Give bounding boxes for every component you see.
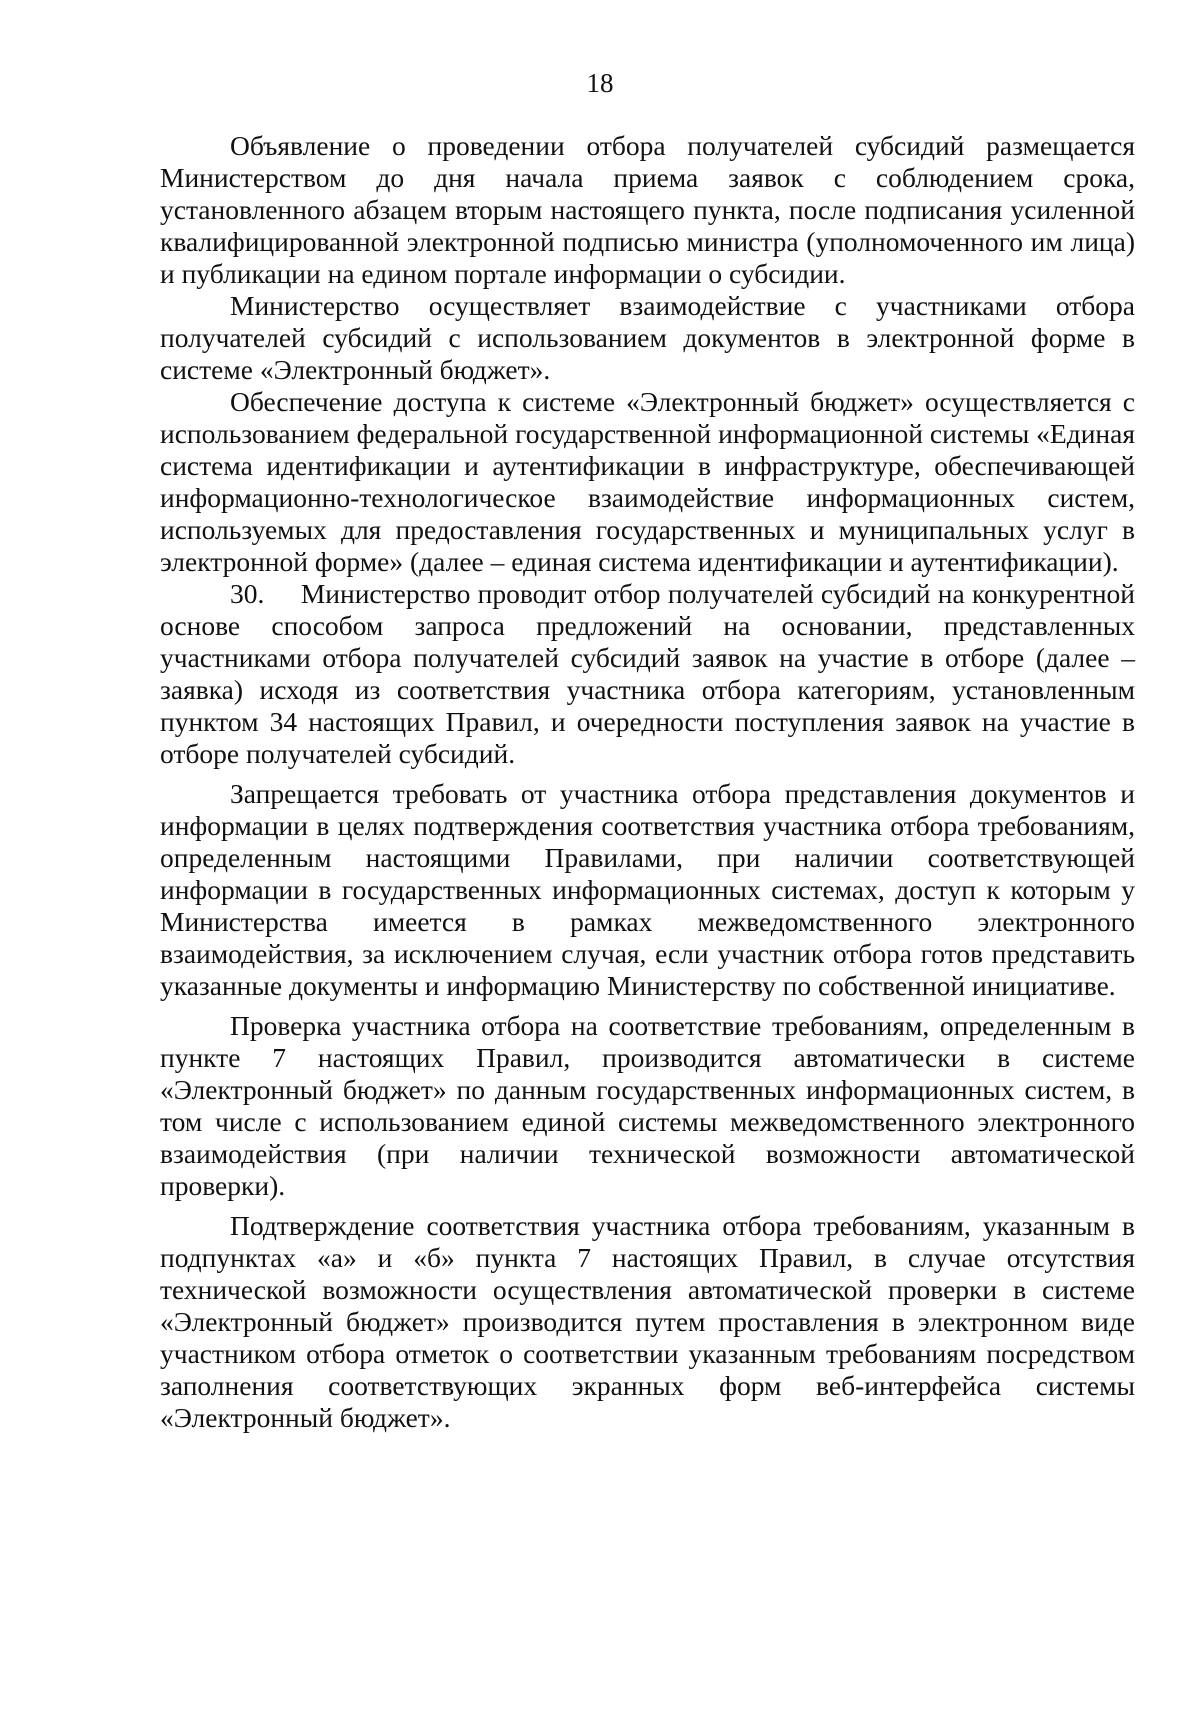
paragraph-prohibition: Запрещается требовать от участника отбора представления документов и информации в целях подтверждения соответствия участника отбора требованиям, определенным настоящими Правилами, при наличии соответствующей информации в государственных информационных системах, доступ к которым у Министерства имеется в рамках межведомственного электронного взаимодействия, за исключением случая, если участник отбора готов представить указанные документы и информацию Министерству по собственной инициативе. [160, 778, 1135, 1001]
item-30-text: Министерство проводит отбор получателей субсидий на конкурентной основе способом запроса предложений на основании, представленных участниками отбора получателей субсидий заявок на участие в отборе (далее – заявка) исходя из соответствия участника отбора категориям, установленным пунктом 34 настоящих Правил, и очередности поступления заявок на участие в отборе получателей субсидий. [160, 578, 1136, 769]
paragraph-access: Обеспечение доступа к системе «Электронный бюджет» осуществляется с использованием федеральной государственной информационной системы «Единая система идентификации и аутентификации в инфраструктуре, обеспечивающей информационно-технологическое взаимодействие информационных систем, используемых для предоставления государственных и муниципальных услуг в электронной форме» (далее – единая система идентификации и аутентификации). [160, 386, 1135, 577]
paragraph-item-30 [160, 578, 1135, 770]
document-body [160, 130, 1135, 1434]
paragraph-interaction: Министерство осуществляет взаимодействие с участниками отбора получателей субсидий с использованием документов в электронной форме в системе «Электронный бюджет». [160, 290, 1135, 385]
item-number: 30. [230, 578, 265, 609]
page-number: 18 [586, 68, 614, 98]
paragraph-verification: Проверка участника отбора на соответствие требованиям, определенным в пункте 7 настоящих Правил, производится автоматически в системе «Электронный бюджет» по данным государственных информационных систем, в том числе с использованием единой системы межведомственного электронного взаимодействия (при наличии технической возможности автоматической проверки). [160, 1010, 1135, 1201]
paragraph-confirmation: Подтверждение соответствия участника отбора требованиям, указанным в подпунктах «а» и «б» пункта 7 настоящих Правил, в случае отсутствия технической возможности осуществления автоматической проверки в системе «Электронный бюджет» производится путем проставления в электронном виде участником отбора отметок о соответствии указанным требованиям посредством заполнения соответствующих экранных форм веб-интерфейса системы «Электронный бюджет». [160, 1210, 1135, 1433]
paragraph-announcement: Объявление о проведении отбора получателей субсидий размещается Министерством до дня начала приема заявок с соблюдением срока, установленного абзацем вторым настоящего пункта, после подписания усиленной квалифицированной электронной подписью министра (уполномоченного им лица) и публикации на едином портале информации о субсидии. [160, 130, 1135, 289]
